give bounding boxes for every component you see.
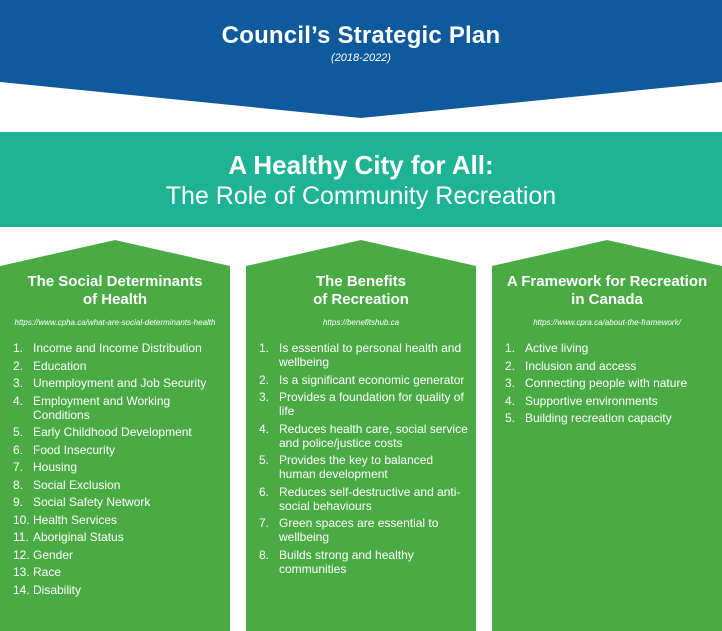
list-item-text: Aboriginal Status [33, 530, 124, 544]
column-title [498, 273, 716, 309]
list-item-text: Income and Income Distribution [33, 341, 202, 355]
list-item-text: Active living [525, 341, 589, 355]
list-item-text: Race [33, 565, 62, 579]
list-item [259, 390, 468, 418]
list-item [505, 394, 714, 408]
list-item-number: 10. [13, 512, 30, 527]
list-item-text: Unemployment and Job Security [33, 376, 207, 390]
source-url: https://www.cpha.ca/what-are-social-determinants-health [14, 318, 216, 327]
column-framework [492, 240, 722, 631]
list-item-number: 6. [13, 442, 24, 457]
list-item-number: 8. [259, 547, 270, 562]
list-item-text: Green spaces are essential to wellbeing [279, 516, 439, 544]
list-item-text: Education [33, 358, 87, 373]
list-item-number: 5. [13, 425, 24, 439]
page-subtitle: (2018-2022) [331, 52, 391, 64]
benefits-list [259, 341, 468, 579]
column-title-line: in Canada [571, 291, 643, 308]
list-item-text: Disability [33, 582, 82, 597]
column-title-line: The Benefits [315, 273, 406, 290]
list-item-number: 1. [13, 341, 24, 355]
list-item [13, 583, 222, 597]
theme-heading: A Healthy City for All: [228, 150, 494, 180]
list-item-number: 8. [13, 477, 24, 492]
column-title-line: A Framework for Recreation [506, 273, 708, 290]
list-item-text: Reduces self-destructive and anti-social behaviours [279, 484, 461, 513]
list-item-number: 1. [505, 341, 516, 355]
list-item [13, 425, 222, 439]
list-item-text: Social Safety Network [33, 495, 151, 509]
column-social-determinants [0, 240, 230, 631]
list-item [505, 411, 714, 425]
list-item [13, 394, 222, 422]
list-item-number: 7. [259, 516, 270, 530]
list-item-text: Builds strong and healthy communities [279, 547, 414, 576]
list-item-text: Social Exclusion [33, 477, 121, 492]
column-title [252, 273, 470, 309]
list-item-text: Provides a foundation for quality of life [279, 390, 464, 418]
list-item-number: 12. [13, 547, 30, 562]
list-item-text: Supportive environments [525, 393, 658, 408]
column-title-line: The Social Determinants [27, 273, 203, 290]
list-item [13, 341, 222, 355]
list-item [259, 422, 468, 450]
list-item [505, 359, 714, 373]
list-item [13, 548, 222, 562]
list-item [13, 530, 222, 544]
list-item-text: Is a significant economic generator [279, 372, 465, 387]
list-item [13, 443, 222, 457]
list-item-text: Employment and Working Conditions [33, 393, 171, 422]
list-item [259, 485, 468, 513]
list-item-text: Early Childhood Development [33, 425, 192, 439]
source-url: https://benefitshub.ca [322, 318, 400, 327]
list-item-number: 13. [13, 565, 30, 579]
column-title [6, 273, 224, 309]
list-item-number: 2. [505, 358, 516, 373]
list-item-number: 9. [13, 495, 24, 509]
list-item [13, 495, 222, 509]
list-item-text: Inclusion and access [525, 358, 637, 373]
list-item-number: 3. [259, 390, 270, 404]
list-item-text: Food Insecurity [33, 442, 116, 457]
theme-subheading: The Role of Community Recreation [165, 182, 557, 210]
list-item-number: 3. [505, 376, 516, 390]
list-item-number: 2. [13, 358, 24, 373]
list-item-text: Health Services [33, 512, 118, 527]
list-item-number: 7. [13, 460, 24, 474]
list-item-text: Reduces health care, social service and police/justice costs [279, 421, 468, 450]
list-item-text: Housing [33, 460, 78, 474]
page-title: Council’s Strategic Plan [221, 22, 501, 49]
list-item [259, 373, 468, 387]
list-item [259, 341, 468, 369]
list-item [13, 565, 222, 579]
list-item-text: Building recreation capacity [525, 411, 672, 425]
column-title-line: of Recreation [313, 291, 409, 308]
list-item-number: 1. [259, 341, 270, 355]
list-item [259, 453, 468, 481]
list-item [505, 341, 714, 355]
list-item [13, 513, 222, 527]
framework-list [505, 341, 714, 429]
list-item-number: 6. [259, 484, 270, 499]
column-title-line: of Health [82, 291, 148, 308]
list-item-number: 3. [13, 376, 24, 390]
list-item [505, 376, 714, 390]
list-item-number: 4. [13, 393, 24, 408]
list-item [259, 548, 468, 576]
list-item [259, 516, 468, 544]
list-item-number: 5. [505, 411, 516, 425]
list-item-text: Gender [33, 547, 74, 562]
list-item-text: Provides the key to balanced human development [279, 453, 434, 481]
list-item [13, 376, 222, 390]
list-item-number: 11. [13, 530, 29, 544]
list-item-number: 4. [259, 421, 270, 436]
list-item [13, 478, 222, 492]
list-item-text: Is essential to personal health and wellbeing [279, 341, 462, 369]
source-url: https://www.cpra.ca/about-the-framework/ [533, 318, 681, 327]
column-benefits [246, 240, 476, 631]
list-item-number: 14. [13, 582, 30, 597]
determinants-list [13, 341, 222, 600]
list-item [13, 460, 222, 474]
list-item-number: 5. [259, 453, 270, 467]
list-item-number: 4. [505, 393, 516, 408]
list-item-number: 2. [259, 372, 270, 387]
list-item-text: Connecting people with nature [525, 376, 688, 390]
list-item [13, 359, 222, 373]
